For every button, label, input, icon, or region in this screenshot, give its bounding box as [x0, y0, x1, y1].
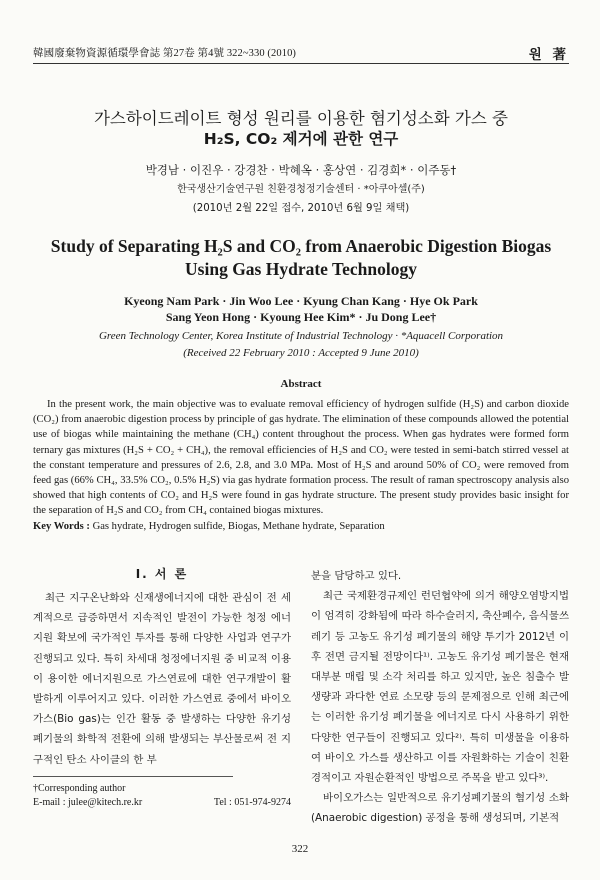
english-authors-line2: Sang Yeon Hong · Kyoung Hee Kim* · Ju Dong Lee† — [165, 310, 437, 324]
page-number: 322 — [291, 843, 309, 855]
english-title-line2: Using Gas Hydrate Technology — [185, 259, 417, 279]
body-left-column: 최근 지구온난화와 신재생에너지에 대한 관심이 전 세계적으로 급증하면서 지속적인 발전이 가능한 청정 에너지원 확보에 국가적인 투자를 통해 다양한 사업과 연구가 진행되고 있다. 특히 차세대 청정에너지원 중 비교적 이용이 용이한 에너지원으로 가스연료에 대한 연구개발이 활발하게 이루어지고 있다. 이러한 가스연료 중에서 바이오 가스(Bio gas)는 인간 활동 중 발생하는 다양한 유기성 폐기물의 화학적 전환에 의해 발생되는 부산물로써 전 지구적인 탄소 사이클의 한 부 — [33, 592, 291, 766]
keywords-label: Key Words : — [33, 521, 90, 532]
header-rule — [33, 63, 569, 64]
running-header — [33, 43, 569, 63]
abstract-text: In the present work, the main objective was to evaluate removal efficiency of hydrogen sulfide (H₂S) and carbon dioxide (CO₂) from anaerobic digestion process by principle of gas hydrate. The elimination of these compounds allowed the potential use of biogas while maintaining the methane (CH₄) content throughout the process. When gas hydrates were formed form ternary gas mixtures (H₂S + CO₂ + CH₄), the removal efficiencies of H₂S and CO₂ were tested in semi-batch stirred vessel at the constant temperature and pressures of 2.6, 2.8, and 3.0 MPa. Most of H₂S and around 50% of CO₂ were removed from feed gas (66% CH₄, 33.5% CO₂, 0.5% H₂S) via gas hydrate formation process. The result of raman spectroscopy analysis also showed that high contents of CO₂ and H₂S were found in gas hydrate structure. The present study provides basic insight for the separation of H₂S and CO₂ from CH₄ contained biogas mixtures. — [33, 399, 569, 517]
korean-title-line1: 가스하이드레이트 형성 원리를 이용한 혐기성소화 가스 중 — [93, 109, 508, 128]
article-type-badge: 원 著 — [528, 47, 569, 63]
korean-affiliation: 한국생산기술연구원 친환경청정기술센터 · *아쿠아셀(주) — [177, 184, 425, 195]
korean-authors: 박경남 · 이진우 · 강경찬 · 박혜옥 · 홍상연 · 김경희* · 이주동† — [145, 163, 457, 177]
author-phone: Tel : 051-974-9274 — [213, 797, 291, 808]
right-paragraph-3: 바이오가스는 일반적으로 유기성폐기물의 혐기성 소화(Anaerobic digestion) 공정을 통해 생성되며, 기본적 — [311, 792, 569, 825]
keywords-text: Gas hydrate, Hydrogen sulfide, Biogas, Methane hydrate, Separation — [92, 521, 385, 532]
section-heading-introduction: I. 서 론 — [135, 567, 189, 581]
right-paragraph-1: 분을 담당하고 있다. — [311, 570, 402, 582]
right-paragraph-2: 최근 국제환경규제인 런던협약에 의거 해양오염방지법이 엄격히 강화됨에 따라 하수슬러지, 축산폐수, 음식물쓰레기 등 고농도 유기성 폐기물의 해양 투기가 2012년 이후 전면 금지될 전망이다¹⁾. 고농도 유기성 폐기물은 현재 대부분 매립 및 소각 처리를 하고 있지만, 높은 침출수 발생량과 과다한 연료 소모량 등의 문제점으로 인해 최근에는 이러한 유기성 폐기물을 에너지로 다시 사용하기 위한 다양한 연구들이 진행되고 있다²⁾. 특히 미생물을 이용하여 바이오 가스를 생산하고 이를 자원화하는 기술이 친환경적이고 자원순환적인 방법으로 주목을 받고 있다³⁾. — [311, 590, 569, 785]
english-dates: (Received 22 February 2010 : Accepted 9 June 2010) — [183, 347, 419, 359]
english-affiliation: Green Technology Center, Korea Institute of Industrial Technology · *Aquacell Corporation — [98, 330, 504, 342]
english-title-line1: Study of Separating H₂S and CO₂ from Anaerobic Digestion Biogas — [50, 236, 552, 256]
keywords — [33, 521, 569, 532]
journal-citation: 韓國廢棄物資源循環學會誌 第27卷 第4號 322~330 (2010) — [33, 48, 297, 59]
corresponding-author-label: †Corresponding author — [33, 783, 126, 794]
english-authors-line1: Kyeong Nam Park · Jin Woo Lee · Kyung Chan Kang · Hye Ok Park — [124, 294, 478, 308]
korean-dates: (2010년 2월 22일 접수, 2010년 6월 9일 채택) — [192, 203, 410, 214]
abstract-heading: Abstract — [280, 378, 322, 390]
footnote-rule — [33, 776, 233, 777]
body-right-column — [311, 566, 569, 829]
korean-title-line2: H₂S, CO₂ 제거에 관한 연구 — [203, 130, 399, 148]
author-email: E-mail : julee@kitech.re.kr — [33, 797, 143, 808]
footnote — [33, 782, 291, 810]
